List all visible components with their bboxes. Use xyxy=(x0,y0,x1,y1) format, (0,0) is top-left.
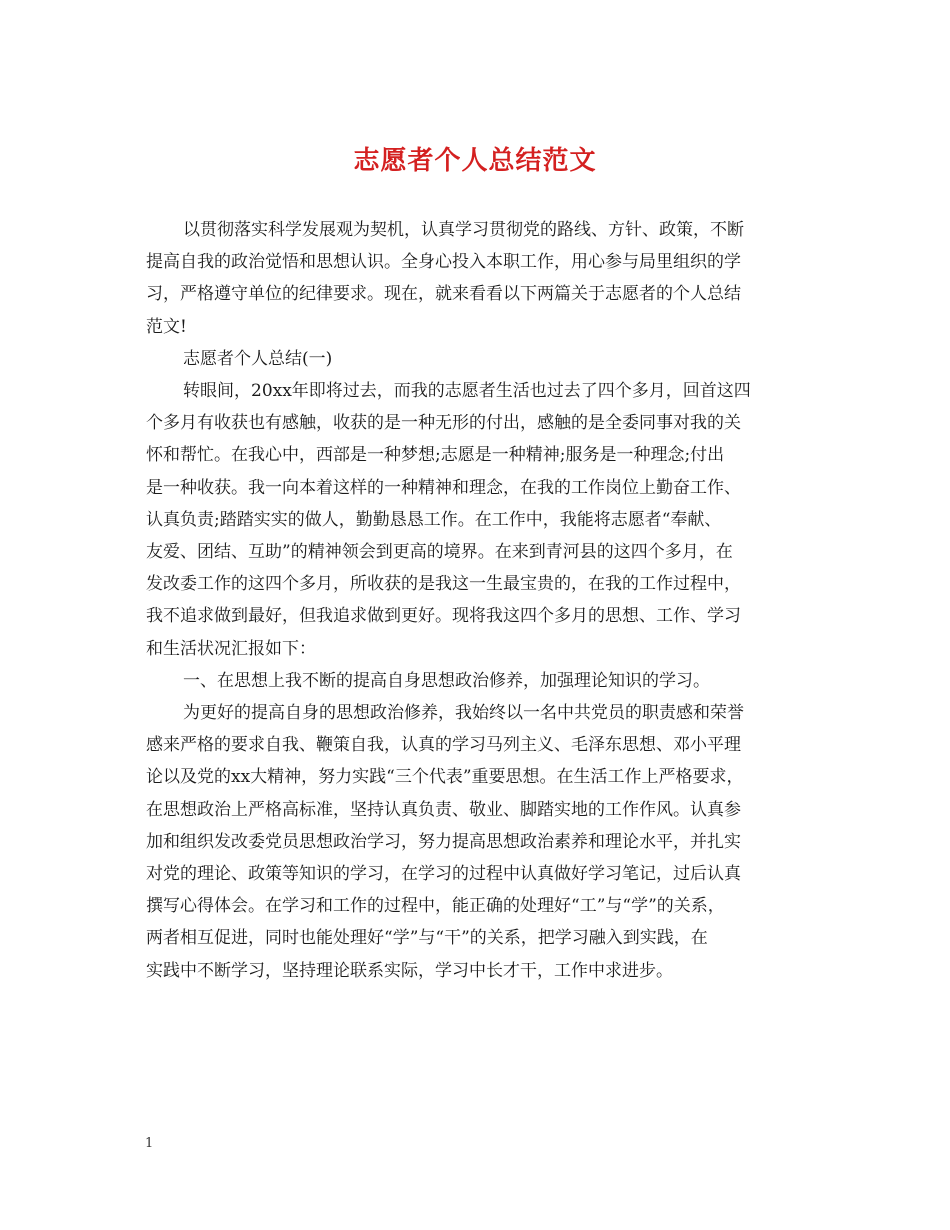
body-line: 为更好的提高自身的思想政治修养，我始终以一名中共党员的职责感和荣誉 xyxy=(183,703,744,724)
body-line: 习，严格遵守单位的纪律要求。现在，就来看看以下两篇关于志愿者的个人总结 xyxy=(146,284,741,305)
body-line: 撰写心得体会。在学习和工作的过程中，能正确的处理好“工”与“学”的关系， xyxy=(146,896,725,917)
body-line: 以贯彻落实科学发展观为契机，认真学习贯彻党的路线、方针、政策，不断 xyxy=(183,220,744,240)
body-line: 发改委工作的这四个多月，所收获的是我这一生最宝贵的，在我的工作过程中， xyxy=(146,574,741,595)
body-line: 和生活状况汇报如下： xyxy=(146,638,316,659)
body-line: 提高自我的政治觉悟和思想认识。全身心投入本职工作，用心参与局里组织的学 xyxy=(146,252,741,273)
body-line: 加和组织发改委党员思想政治学习，努力提高思想政治素养和理论水平，并扎实 xyxy=(146,831,741,852)
body-line: 一、在思想上我不断的提高自身思想政治修养，加强理论知识的学习。 xyxy=(183,670,710,691)
body-line: 论以及党的xx大精神，努力实践“三个代表”重要思想。在生活工作上严格要求， xyxy=(146,767,744,788)
body-line: 对党的理论、政策等知识的学习，在学习的过程中认真做好学习笔记，过后认真 xyxy=(146,864,741,885)
document-body xyxy=(146,214,810,987)
body-line: 志愿者个人总结(一) xyxy=(183,348,333,369)
body-line: 我不追求做到最好，但我追求做到更好。现将我这四个多月的思想、工作、学习 xyxy=(146,606,741,627)
body-line: 友爱、团结、互助”的精神领会到更高的境界。在来到青河县的这四个多月，在 xyxy=(146,542,733,563)
body-line: 两者相互促进，同时也能处理好“学”与“干”的关系，把学习融入到实践，在 xyxy=(146,928,708,949)
page-number: 1 xyxy=(145,1136,154,1151)
body-line: 怀和帮忙。在我心中，西部是一种梦想;志愿是一种精神;服务是一种理念;付出 xyxy=(146,445,725,466)
document-title: 志愿者个人总结范文 xyxy=(353,146,597,176)
body-line: 范文! xyxy=(146,316,187,337)
body-line: 认真负责;踏踏实实的做人，勤勤恳恳工作。在工作中，我能将志愿者“奉献、 xyxy=(146,509,722,530)
body-line: 在思想政治上严格高标准，坚持认真负责、敬业、脚踏实地的工作作风。认真参 xyxy=(146,799,741,820)
body-line: 感来严格的要求自我、鞭策自我，认真的学习马列主义、毛泽东思想、邓小平理 xyxy=(146,735,741,756)
body-line: 转眼间，20xx年即将过去，而我的志愿者生活也过去了四个多月，回首这四 xyxy=(183,381,751,402)
body-line: 是一种收获。我一向本着这样的一种精神和理念，在我的工作岗位上勤奋工作、 xyxy=(146,477,741,498)
body-line: 个多月有收获也有感触，收获的是一种无形的付出，感触的是全委同事对我的关 xyxy=(146,413,741,434)
body-line: 实践中不断学习，坚持理论联系实际，学习中长才干，工作中求进步。 xyxy=(146,960,673,981)
